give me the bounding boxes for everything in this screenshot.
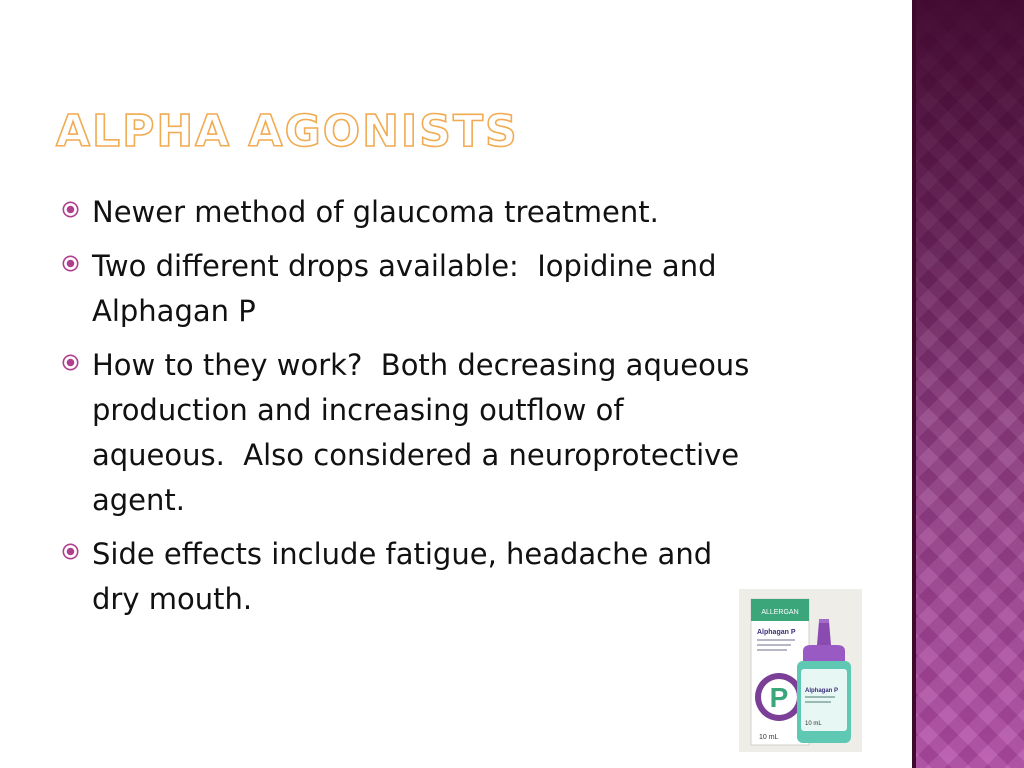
radio-circle-icon [62,354,79,371]
bullet-text: Newer method of glaucoma treatment. [92,195,659,229]
radio-circle-icon [62,543,79,560]
decorative-side-band [912,0,1024,768]
radio-circle-icon [62,255,79,272]
box-letter: P [769,682,789,713]
radio-circle-icon [62,201,79,218]
side-band-edge [912,0,916,768]
bullet-item [60,244,840,334]
box-product-name: Alphagan P [757,629,796,636]
bottle-volume: 10 mL [805,721,822,727]
bullet-item [60,190,840,235]
box-brand-label: ALLERGAN [761,609,799,616]
bullet-text: Side effects include fatigue, headache and dry mouth. [92,537,713,616]
bullet-text: How to they work? Both decreasing aqueous production and increasing outflow of aqueous. Also considered a neuroprotective agent. [92,348,750,517]
box-volume: 10 mL [759,734,779,741]
product-photo [739,589,862,752]
bullet-item [60,532,840,622]
bullet-item [60,343,840,523]
bullet-text: Two different drops available: Iopidine and Alphagan P [92,249,717,328]
bullet-list [60,190,840,631]
bottle-product-name: Alphagan P [805,688,839,694]
slide-title: ALPHA AGONISTS [56,106,519,157]
